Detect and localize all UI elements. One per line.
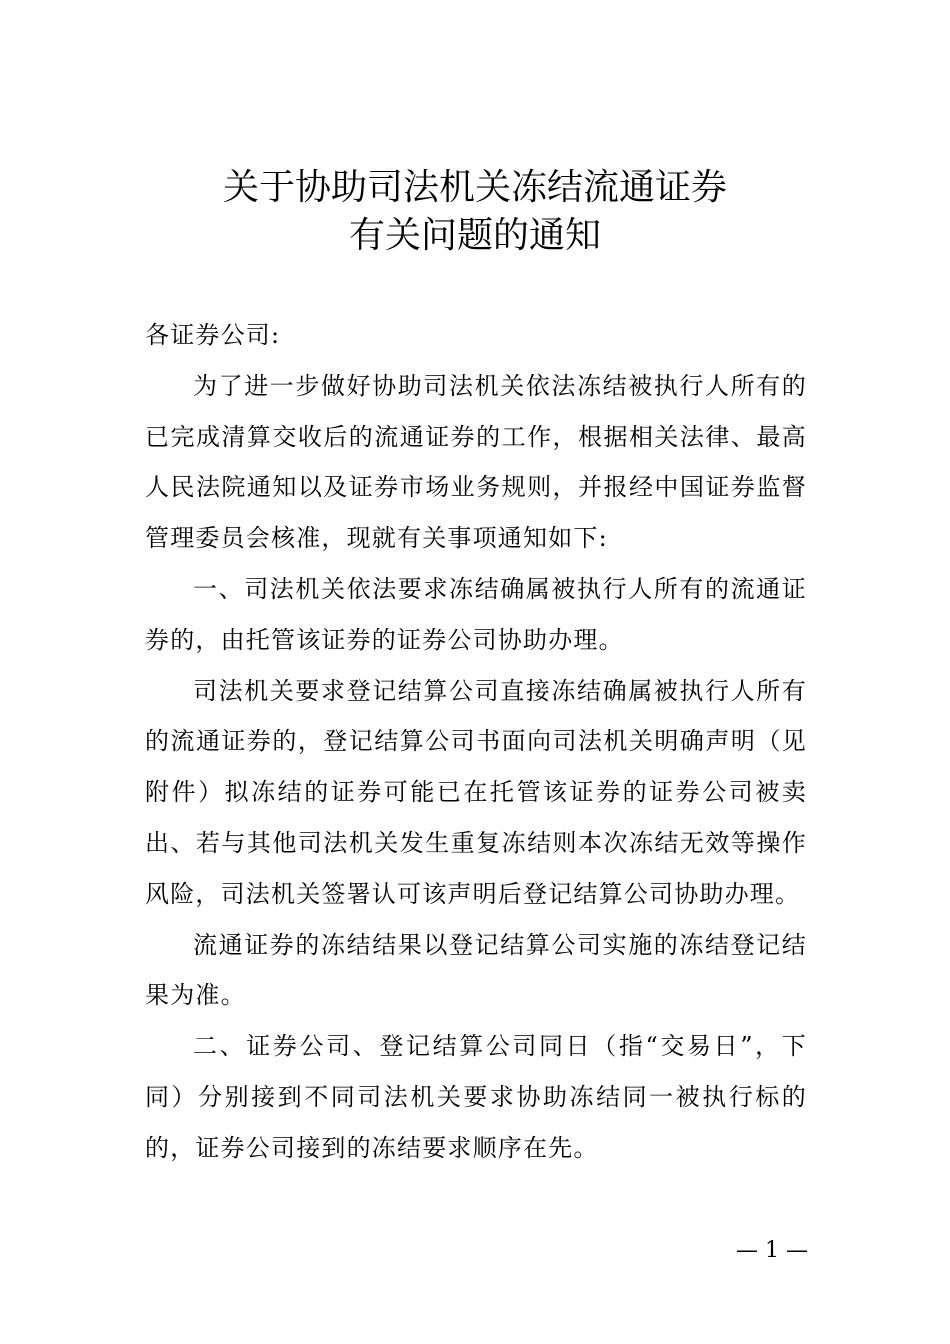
paragraph-item-1-detail: 司法机关要求登记结算公司直接冻结确属被执行人所有的流通证券的，登记结算公司书面向司法机关明确声明（见附件）拟冻结的证券可能已在托管该证券的证券公司被卖出、若与其他司法机关发生重复冻结则本次冻结无效等操作风险，司法机关签署认可该声明后登记结算公司协助办理。 — [145, 676, 807, 908]
paragraph-intro: 为了进一步做好协助司法机关依法冻结被执行人所有的已完成清算交收后的流通证券的工作，根据相关法律、最高人民法院通知以及证券市场业务规则，并报经中国证券监督管理委员会核准，现就有关事项通知如下: — [145, 371, 807, 553]
document-title-line-2: 有关问题的通知 — [348, 215, 601, 256]
paragraph-item-1-result: 流通证券的冻结结果以登记结算公司实施的冻结登记结果为准。 — [145, 930, 807, 1010]
document-body — [145, 310, 807, 1174]
paragraph-item-2: 二、证券公司、登记结算公司同日（指“交易日”，下同）分别接到不同司法机关要求协助冻结同一被执行标的的，证券公司接到的冻结要求顺序在先。 — [145, 1032, 807, 1162]
paragraph-item-1: 一、司法机关依法要求冻结确属被执行人所有的流通证券的，由托管该证券的证券公司协助办理。 — [145, 574, 807, 654]
document-title-line-1: 关于协助司法机关冻结流通证券 — [222, 167, 727, 208]
salutation: 各证券公司: — [145, 321, 281, 349]
page-number: — 1 — — [736, 1238, 808, 1263]
